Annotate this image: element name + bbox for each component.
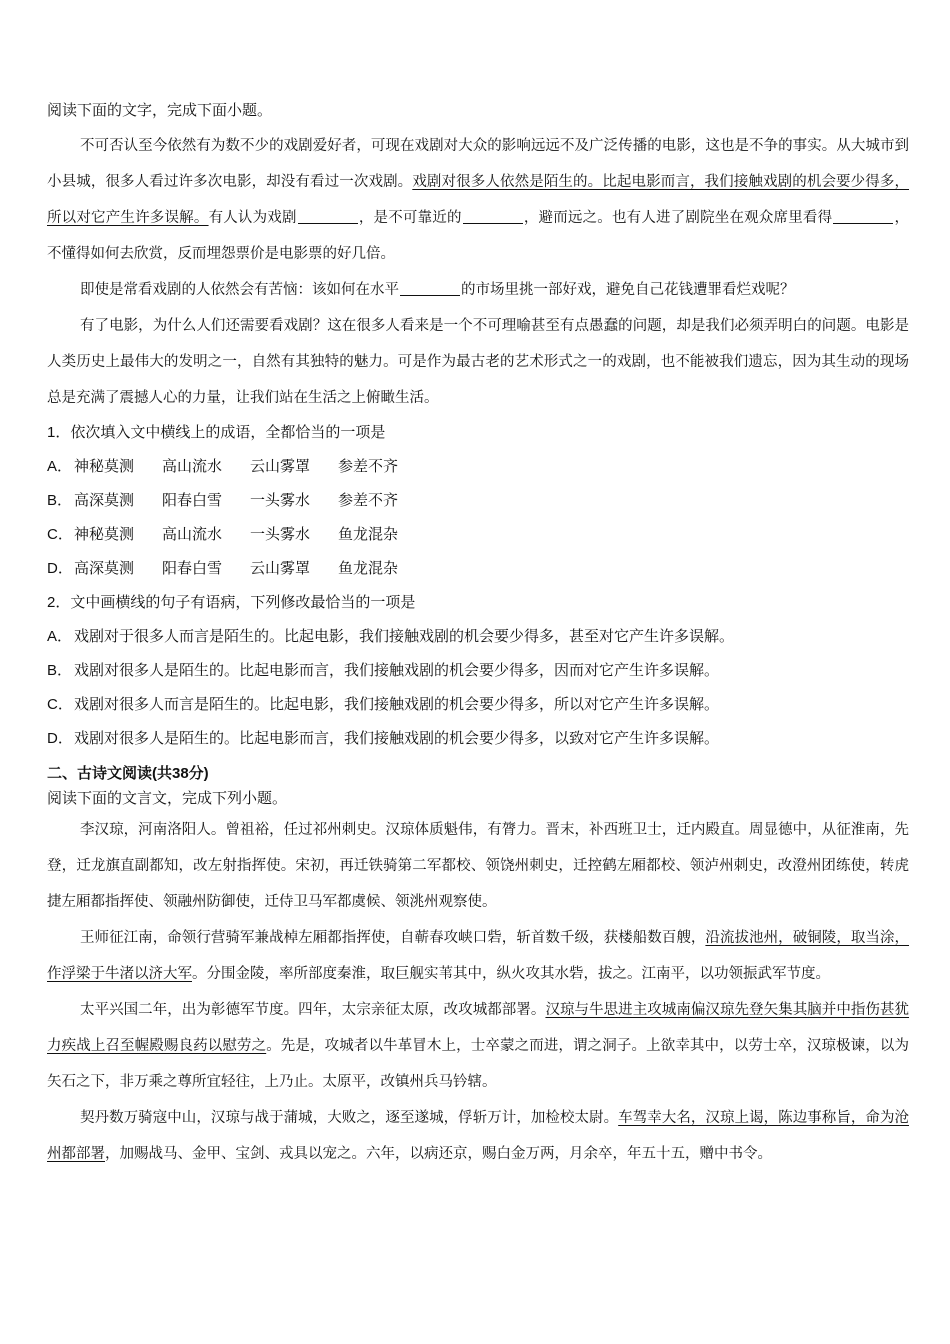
underlined-sentence: 戏剧对很多人依然是陌生的。比起电影而言，我们接触戏剧的机会要少得多，所以对它产生许多误解。 <box>47 174 910 226</box>
option-word: 鱼龙混杂 <box>338 526 399 543</box>
option-text: 戏剧对很多人而言是陌生的。比起电影，我们接触戏剧的机会要少得多，所以对它产生许多误解。 <box>74 696 720 713</box>
option-word: 一头雾水 <box>250 526 311 543</box>
underlined-sentence: 车驾幸大名，汉琼上谒，陈边事称旨，命为沧州都部署 <box>47 1110 910 1162</box>
passage-text: 的市场里挑一部好戏，避免自己花钱遭罪看烂戏呢？ <box>461 282 795 298</box>
passage-text: 即使是常看戏剧的人依然会有苦恼：该如何在水平 <box>80 282 399 298</box>
classical-paragraph: 李汉琼，河南洛阳人。曾祖裕，任过祁州刺史。汉琼体质魁伟，有膂力。晋末，补西班卫士，迁内殿直。周显德中，从征淮南，先登，迁龙旗直副都知，改左射指挥使。宋初，再迁铁骑第二军都校、领饶州刺史，迁控鹤左厢都校、领泸州刺史，改澄州团练使，转虎捷左厢都指挥使、领融州防御使，迁侍卫马军都虞候、领洮州观察使。 <box>47 822 909 910</box>
option-label: A． <box>47 458 73 475</box>
passage-paragraph: 有了电影，为什么人们还需要看戏剧？这在很多人看来是一个不可理喻甚至有点愚蠢的问题，却是我们必须弄明白的问题。电影是人类历史上最伟大的发明之一，自然有其独特的魅力。可是作为最古老的艺术形式之一的戏剧，也不能被我们遗忘，因为其生动的现场总是充满了震撼人心的力量，让我们站在生活之上俯瞰生活。 <box>47 318 909 406</box>
option-label: A． <box>47 628 73 645</box>
option-word: 云山雾罩 <box>250 560 311 577</box>
question-1-option-d <box>47 552 909 586</box>
option-word: 参差不齐 <box>338 492 399 509</box>
fill-blank <box>298 209 358 224</box>
section-heading: 二、古诗文阅读(共38分) <box>47 765 209 782</box>
question-2-option-c <box>47 688 909 722</box>
option-word: 阳春白雪 <box>162 492 223 509</box>
question-2-option-a <box>47 620 909 654</box>
option-word: 阳春白雪 <box>162 560 223 577</box>
passage-text: 太平兴国二年，出为彰德军节度。四年，太宗亲征太原，改攻城都部署。 <box>80 1002 546 1018</box>
option-word: 鱼龙混杂 <box>338 560 399 577</box>
passage-text: ，避而远之。也有人进了剧院坐在观众席里看得 <box>523 210 833 226</box>
option-label: B． <box>47 662 73 679</box>
question-1-stem: 1．依次填入文中横线上的成语，全都恰当的一项是 <box>47 424 386 441</box>
option-word: 神秘莫测 <box>74 526 135 543</box>
document-page <box>47 98 909 1172</box>
passage-paragraph <box>47 272 909 308</box>
passage-text: ，加赐战马、金甲、宝剑、戎具以宠之。六年，以病还京，赐白金万两，月余卒，年五十五，赠中书令。 <box>105 1146 772 1162</box>
classical-paragraph <box>47 1100 909 1172</box>
option-word: 高山流水 <box>162 526 223 543</box>
option-word: 高深莫测 <box>74 560 135 577</box>
option-word: 高山流水 <box>162 458 223 475</box>
classical-paragraph <box>47 992 909 1100</box>
option-word: 参差不齐 <box>338 458 399 475</box>
passage-text: ，是不可靠近的 <box>358 210 462 226</box>
question-1-option-c <box>47 518 909 552</box>
question-1-option-a <box>47 450 909 484</box>
passage-text: ，不懂得如何去欣赏，反而埋怨票价是电影票的好几倍。 <box>47 210 909 262</box>
passage-text: 契丹数万骑寇中山，汉琼与战于蒲城，大败之，逐至遂城，俘斩万计，加检校太尉。 <box>80 1110 619 1126</box>
option-label: D． <box>47 560 73 577</box>
option-text: 戏剧对于很多人而言是陌生的。比起电影，我们接触戏剧的机会要少得多，甚至对它产生许多误解。 <box>74 628 735 645</box>
fill-blank <box>463 209 523 224</box>
underlined-sentence: 汉琼与牛思进主攻城南偏汉琼先登矢集其脑并中指伤甚犹力疾战上召至幄殿赐良药以慰劳之 <box>47 1002 910 1054</box>
option-label: C． <box>47 526 73 543</box>
option-text: 戏剧对很多人是陌生的。比起电影而言，我们接触戏剧的机会要少得多，以致对它产生许多误解。 <box>74 730 720 747</box>
passage-text: 不可否认至今依然有为数不少的戏剧爱好者，可现在戏剧对大众的影响远远不及广泛传播的电影，这也是不争的事实。从大城市到小县城，很多人看过许多次电影，却没有看过一次戏剧。 <box>47 138 909 190</box>
section-instruction: 阅读下面的文言文，完成下列小题。 <box>47 790 288 807</box>
option-word: 云山雾罩 <box>250 458 311 475</box>
option-word: 神秘莫测 <box>74 458 135 475</box>
option-text: 戏剧对很多人是陌生的。比起电影而言，我们接触戏剧的机会要少得多，因而对它产生许多误解。 <box>74 662 720 679</box>
underlined-sentence: 沿流拔池州，破铜陵，取当涂，作浮梁于牛渚以济大军 <box>47 930 910 982</box>
option-word: 一头雾水 <box>250 492 311 509</box>
passage-paragraph <box>47 128 909 272</box>
passage-text: 有人认为戏剧 <box>208 210 297 226</box>
question-2-option-b <box>47 654 909 688</box>
passage-text: 王师征江南，命领行营骑军兼战棹左厢都指挥使，自蕲春攻峡口砦，斩首数千级，获楼船数百艘， <box>80 930 706 946</box>
fill-blank <box>400 281 460 296</box>
option-word: 高深莫测 <box>74 492 135 509</box>
option-label: C． <box>47 696 73 713</box>
reading-instruction: 阅读下面的文字，完成下面小题。 <box>47 102 273 119</box>
option-label: B． <box>47 492 73 509</box>
classical-paragraph <box>47 920 909 992</box>
passage-text: 。分围金陵，率所部度秦淮，取巨舰实苇其中，纵火攻其水砦，拔之。江南平，以功领振武军节度。 <box>192 966 830 982</box>
option-label: D． <box>47 730 73 747</box>
question-2-stem: 2．文中画横线的句子有语病，下列修改最恰当的一项是 <box>47 594 416 611</box>
question-2-option-d <box>47 722 909 756</box>
question-1-option-b <box>47 484 909 518</box>
passage-text: 。先是，攻城者以牛革冒木上，士卒蒙之而进，谓之洞子。上欲幸其中，以劳士卒，汉琼极谏，以为矢石之下，非万乘之尊所宜轻往，上乃止。太原平，改镇州兵马钤辖。 <box>47 1038 910 1090</box>
fill-blank <box>833 209 893 224</box>
